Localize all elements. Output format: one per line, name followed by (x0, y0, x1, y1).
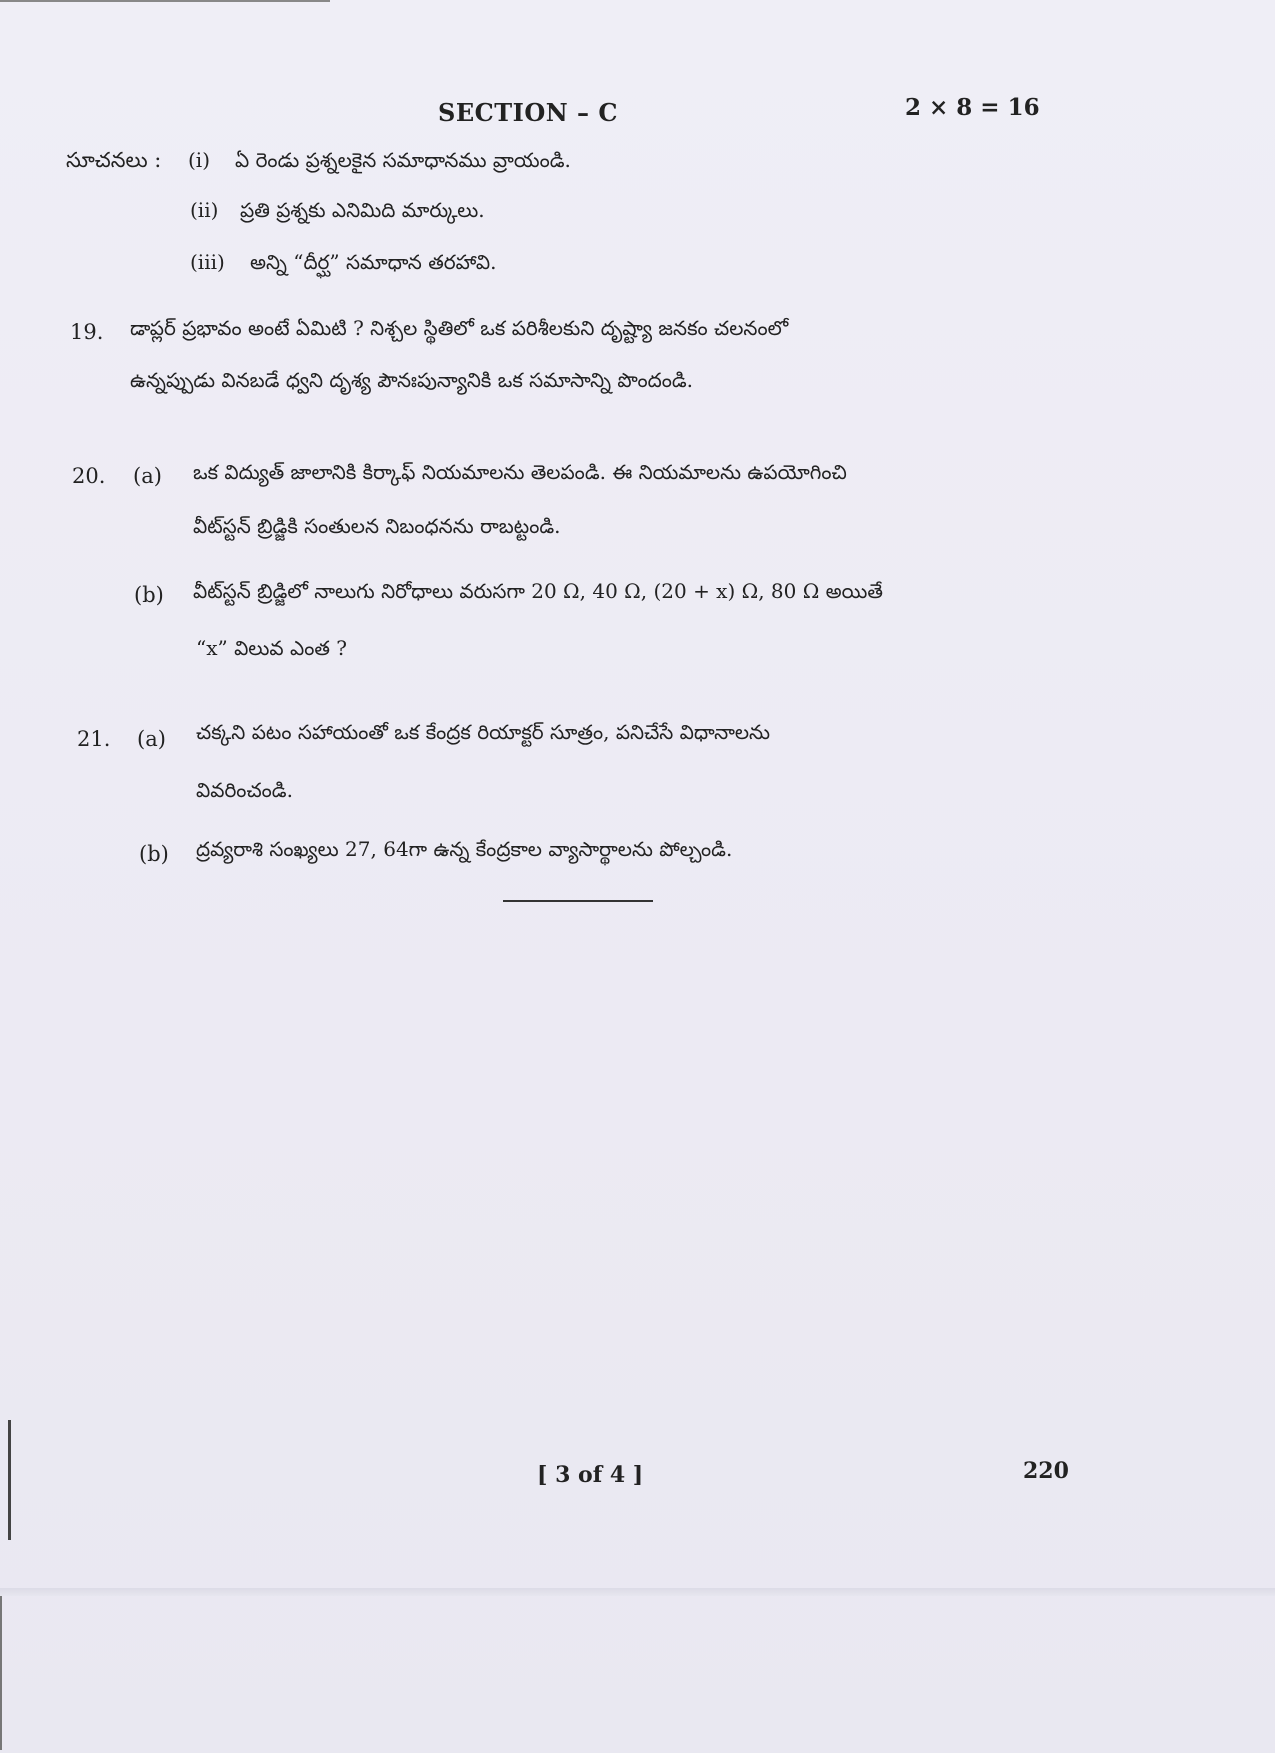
instruction-number: (ii) (190, 198, 219, 222)
question-line: “x” విలువ ఎంత ? (196, 636, 347, 660)
question-number: 21. (77, 727, 111, 751)
question-line: డాప్లర్ ప్రభావం అంటే ఏమిటి ? నిశ్చల స్థితిలో ఒక పరిశీలకుని దృష్ట్యా జనకం చలనంలో (130, 316, 789, 340)
section-marks: 2 × 8 = 16 (905, 94, 1040, 121)
question-line: ద్రవ్యరాశి సంఖ్యలు 27, 64గా ఉన్న కేంద్రకాల వ్యాసార్థాలను పోల్చండి. (196, 837, 733, 861)
question-line: వివరించండి. (196, 778, 293, 802)
question-line: వీట్‌స్టన్ బ్రిడ్జిలో నాలుగు నిరోధాలు వరుసగా 20 Ω, 40 Ω, (20 + x) Ω, 80 Ω అయితే (193, 579, 883, 603)
question-number: 19. (70, 320, 104, 344)
part-label: (b) (134, 583, 164, 607)
scan-edge-left-lower (0, 1590, 2, 1750)
scan-edge-left (8, 1420, 11, 1540)
instructions-label: సూచనలు : (66, 148, 162, 172)
instruction-text: ప్రతి ప్రశ్నకు ఎనిమిది మార్కులు. (240, 198, 485, 222)
part-label: (a) (137, 727, 166, 751)
instruction-text: అన్ని “దీర్ఘ” సమాధాన తరహావి. (250, 250, 497, 274)
paper-code: 220 (1023, 1458, 1069, 1484)
instruction-text: ఏ రెండు ప్రశ్నలకైన సమాధానము వ్రాయండి. (235, 148, 571, 172)
scan-band (0, 1588, 1275, 1596)
instruction-number: (iii) (190, 250, 225, 274)
part-label: (b) (139, 842, 169, 866)
question-number: 20. (72, 464, 106, 488)
question-line: వీట్‌స్టన్ బ్రిడ్జికి సంతులన నిబంధనను రాబట్టండి. (193, 514, 561, 538)
page-number: [ 3 of 4 ] (537, 1462, 644, 1488)
part-label: (a) (133, 464, 162, 488)
end-divider (503, 900, 653, 902)
question-line: ఉన్నప్పుడు వినబడే ధ్వని దృశ్య పౌనఃపున్యానికి ఒక సమాసాన్ని పొందండి. (130, 368, 694, 392)
instruction-number: (i) (188, 148, 211, 172)
question-line: ఒక విద్యుత్ జాలానికి కిర్కాఫ్ నియమాలను తెలపండి. ఈ నియమాలను ఉపయోగించి (193, 460, 847, 484)
section-title: SECTION – C (438, 98, 618, 127)
question-line: చక్కని పటం సహాయంతో ఒక కేంద్రక రియాక్టర్ సూత్రం, పనిచేసే విధానాలను (196, 720, 770, 744)
scan-edge-top (0, 0, 330, 2)
